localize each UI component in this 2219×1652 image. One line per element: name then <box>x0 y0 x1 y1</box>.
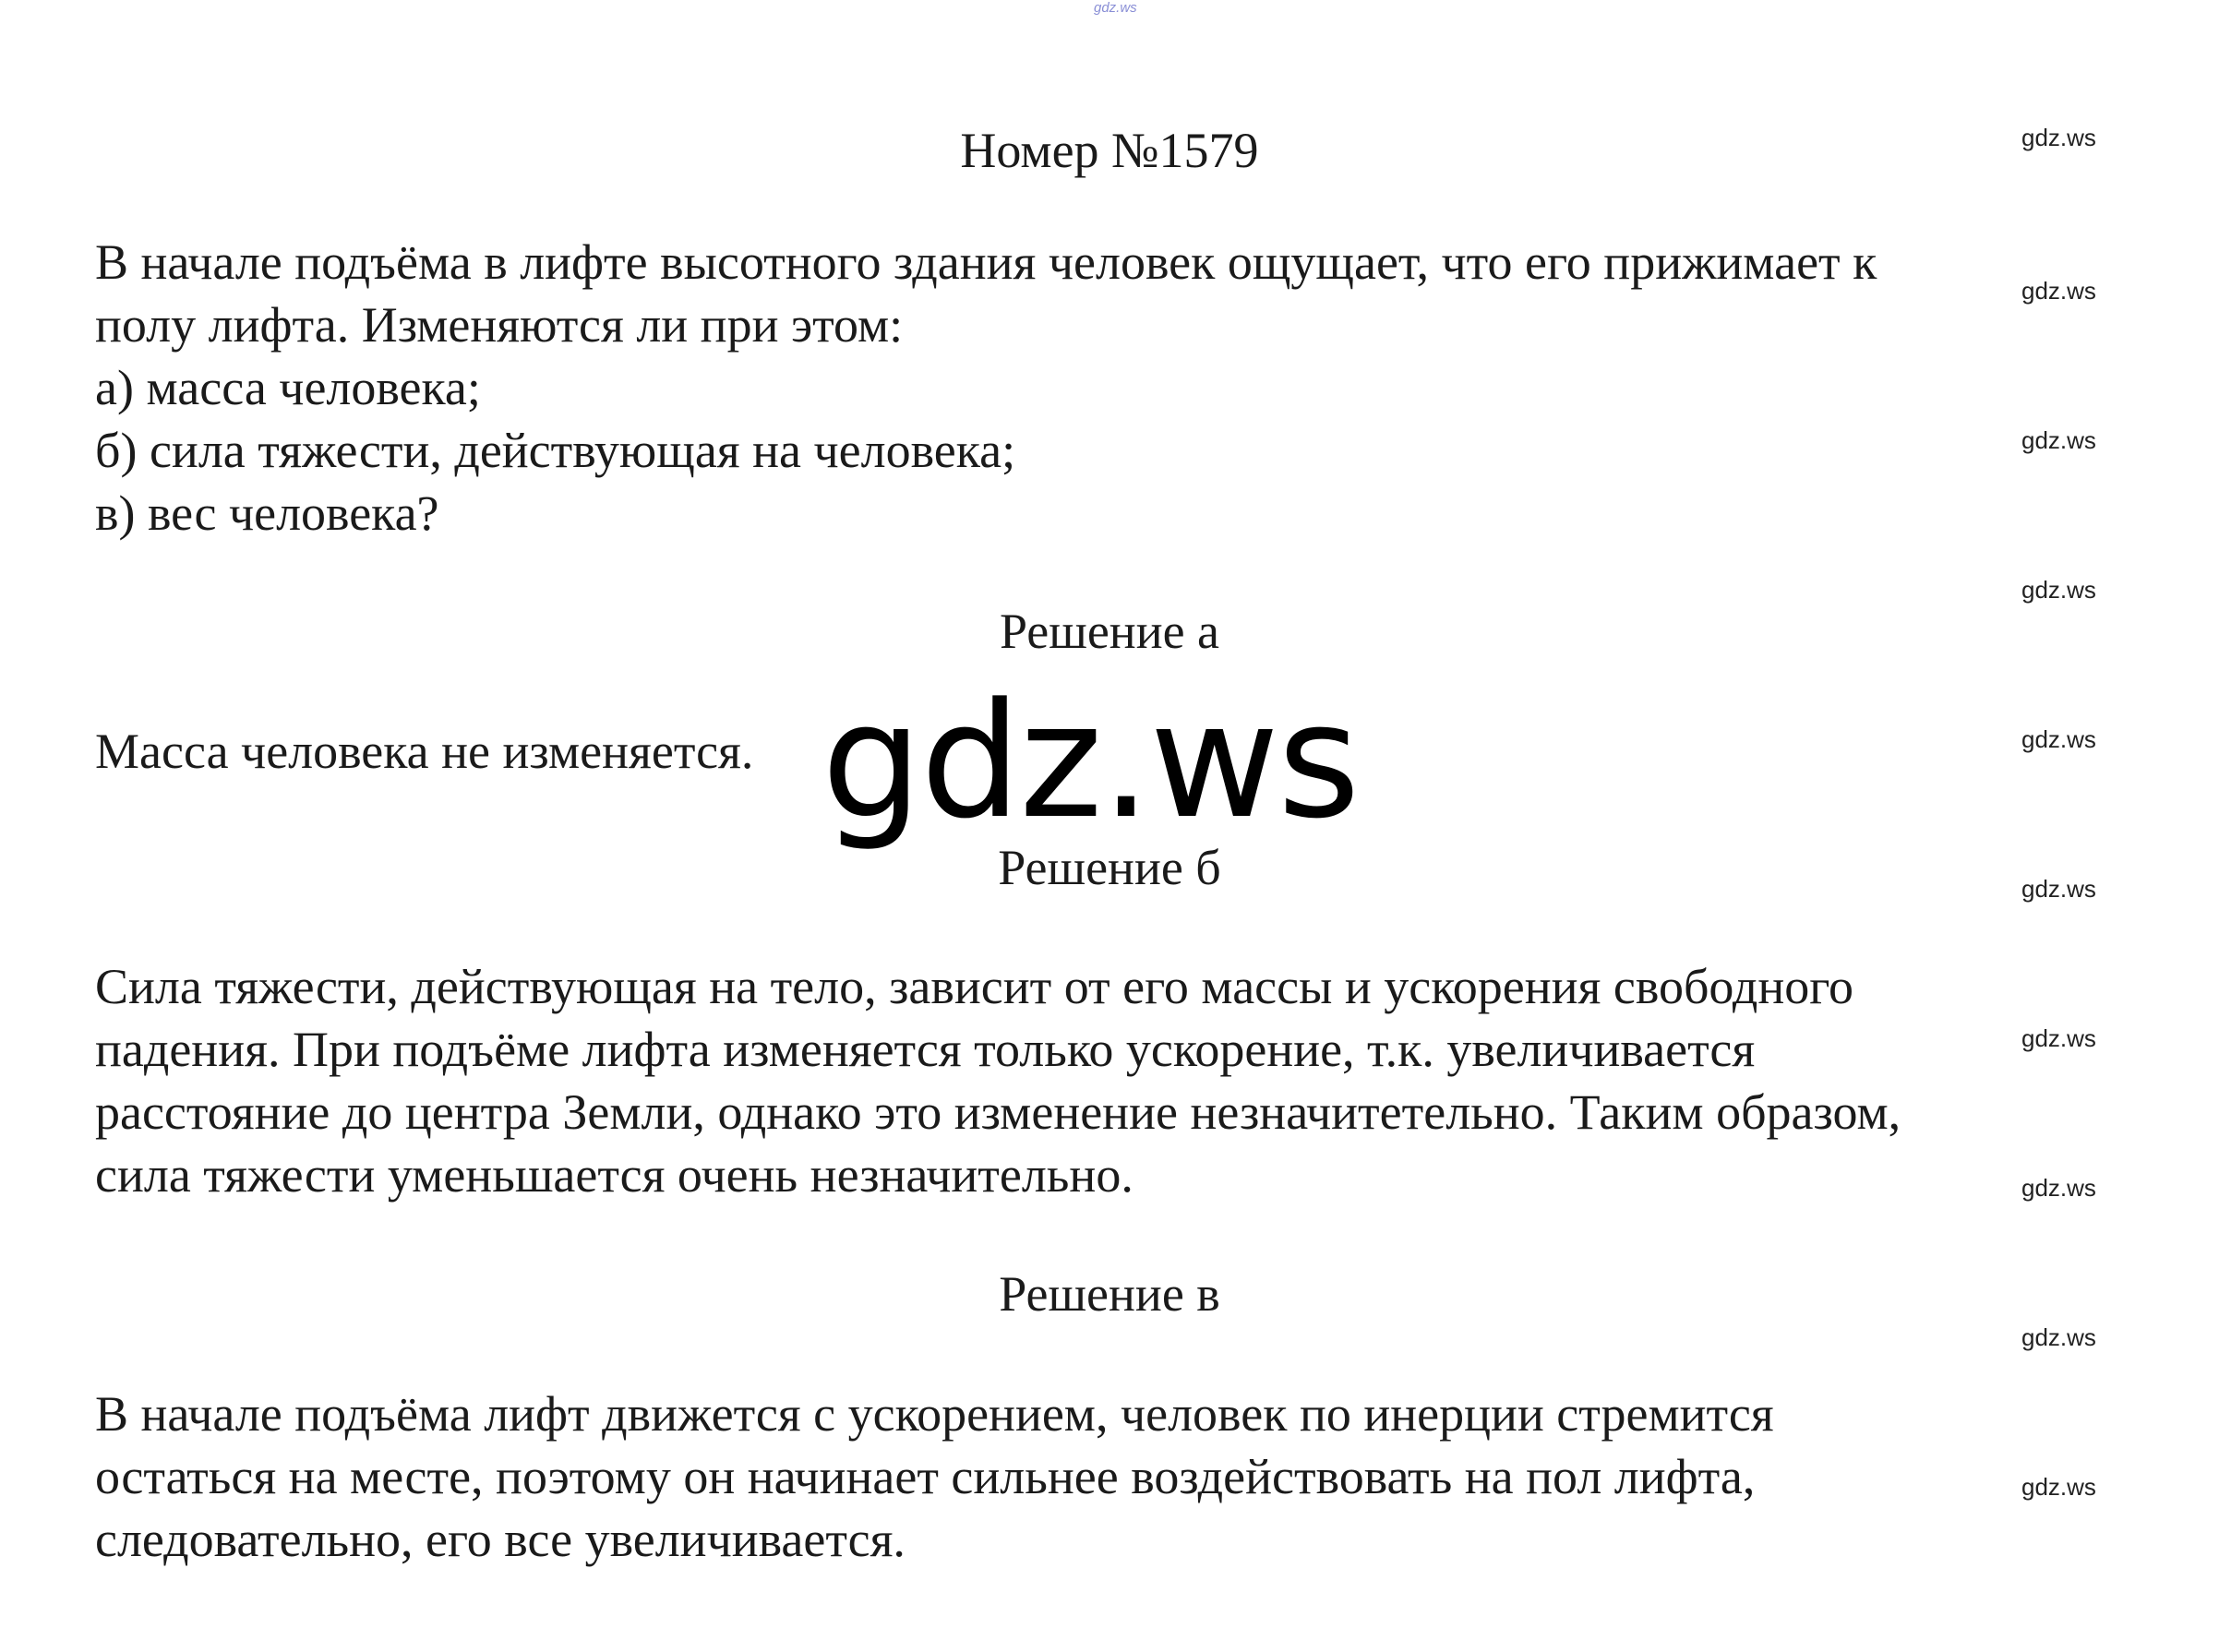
solution-a-line: Масса человека не изменяется. <box>95 724 754 779</box>
solution-v-text <box>95 1383 2153 1571</box>
solution-v-line: остаться на месте, поэтому он начинает сильнее воздействовать на пол лифта, <box>95 1449 1756 1504</box>
top-watermark: gdz.ws <box>1094 0 1137 16</box>
solution-b-line: расстояние до центра Земли, однако это изменение незначитетельно. Таким образом, <box>95 1084 1901 1140</box>
side-watermark: gdz.ws <box>2021 576 2096 604</box>
question-line: в) вес человека? <box>95 485 439 541</box>
question-line: В начале подъёма в лифте высотного здания человек ощущает, что его прижимает к <box>95 234 1877 290</box>
side-watermark: gdz.ws <box>2021 1174 2096 1202</box>
question-line: а) масса человека; <box>95 360 481 415</box>
side-watermark: gdz.ws <box>2021 277 2096 305</box>
page-title: Номер №1579 <box>960 123 1259 178</box>
side-watermark: gdz.ws <box>2021 1323 2096 1351</box>
solution-b-text <box>95 955 2153 1206</box>
side-watermark: gdz.ws <box>2021 124 2096 151</box>
side-watermark: gdz.ws <box>2021 875 2096 903</box>
side-watermark: gdz.ws <box>2021 426 2096 454</box>
solution-a-heading: Решение а <box>999 604 1220 659</box>
solution-v-line: В начале подъёма лифт движется с ускорением, человек по инерции стремится <box>95 1386 1774 1442</box>
question-line: б) сила тяжести, действующая на человека; <box>95 423 1016 478</box>
solution-v-line: следовательно, его все увеличивается. <box>95 1512 906 1567</box>
big-watermark: gdz.ws <box>822 668 1359 854</box>
side-watermark: gdz.ws <box>2021 1024 2096 1052</box>
question-line: полу лифта. Изменяются ли при этом: <box>95 297 904 353</box>
side-watermark: gdz.ws <box>2021 1473 2096 1501</box>
solution-b-line: падения. При подъёме лифта изменяется только ускорение, т.к. увеличивается <box>95 1022 1756 1077</box>
solution-b-heading: Решение б <box>998 840 1221 895</box>
solution-b-line: Сила тяжести, действующая на тело, зависит от его массы и ускорения свободного <box>95 959 1854 1014</box>
question-text <box>95 231 2153 545</box>
solution-b-line: сила тяжести уменьшается очень незначительно. <box>95 1147 1133 1203</box>
side-watermark: gdz.ws <box>2021 725 2096 753</box>
solution-v-heading: Решение в <box>999 1266 1220 1322</box>
